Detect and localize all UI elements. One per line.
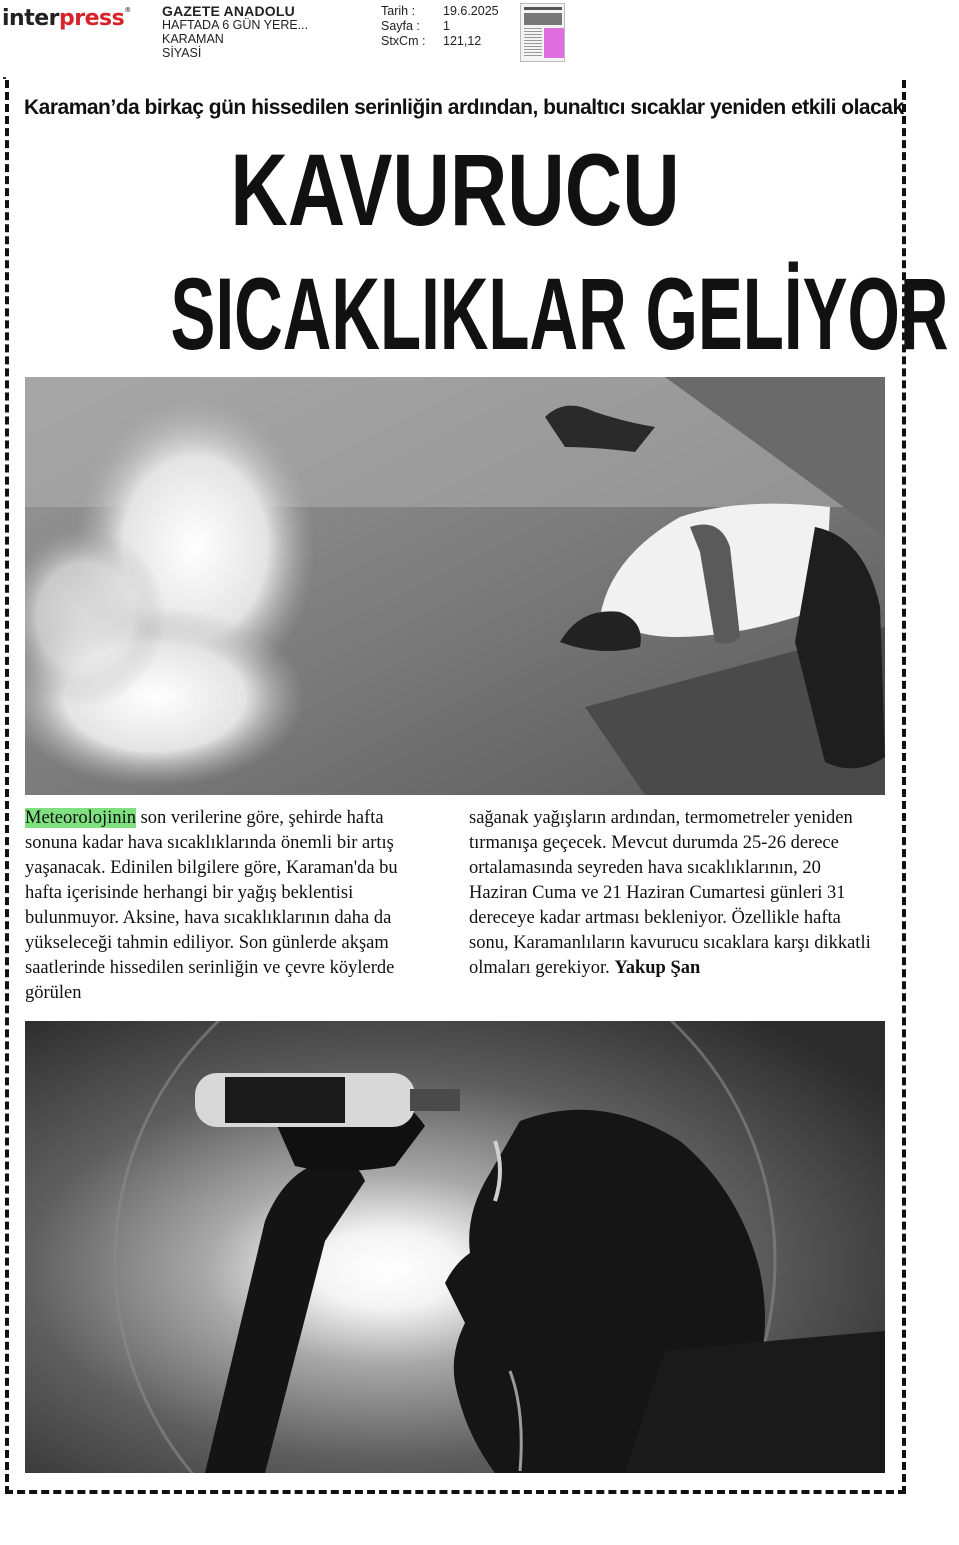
thumbnail-photo xyxy=(524,13,562,25)
page-thumbnail[interactable] xyxy=(520,3,565,62)
page-row xyxy=(381,19,499,34)
thumbnail-text xyxy=(524,28,542,58)
article-spot: Karaman’da birkaç gün hissedilen serinliğin ardından, bunaltıcı sıcaklar yeniden etkili olacak xyxy=(24,96,904,119)
publication-info xyxy=(162,4,308,60)
article-byline: Yakup Şan xyxy=(614,958,701,978)
headline-line-2: SICAKLIKLAR GELİYOR xyxy=(170,257,949,371)
article-body-column-1 xyxy=(25,806,437,1006)
photo-man-at-fountain xyxy=(25,377,885,795)
stxcm-label: StxCm : xyxy=(381,34,426,48)
publication-city: KARAMAN xyxy=(162,32,224,46)
highlighted-keyword: Meteorolojinin xyxy=(25,808,136,828)
interpress-logo xyxy=(2,6,131,31)
logo-text-press: press xyxy=(59,6,125,31)
stxcm-value: 121,12 xyxy=(443,34,482,48)
page-value: 1 xyxy=(443,19,450,33)
date-value: 19.6.2025 xyxy=(443,4,499,18)
date-label: Tarih : xyxy=(381,4,416,18)
date-row xyxy=(381,4,499,19)
body-text-column-2: sağanak yağışların ardından, termometreler yeniden tırmanışa geçecek. Mevcut durumda 25-26 derece ortalamasında seyreden hava sıcaklıklarının, 20 Haziran Cuma ve 21 Haziran Cumartesi günleri 31 dereceye kadar artması bekleniyor. Özellikle hafta sonu, Karamanlıların kavurucu sıcaklara karşı dikkatli olmaları gerekiyor. xyxy=(469,808,871,978)
publication-category: SİYASİ xyxy=(162,46,202,60)
thumbnail-highlighted-article xyxy=(544,28,564,58)
logo-text-inter: inter xyxy=(2,6,59,31)
clipping-meta xyxy=(381,4,499,49)
publication-frequency: HAFTADA 6 GÜN YERE... xyxy=(162,18,309,32)
page-label: Sayfa : xyxy=(381,19,420,33)
logo-registered-mark: ® xyxy=(124,6,131,14)
frame-corner-tick xyxy=(3,77,6,79)
body-text-column-1: son verilerine göre, şehirde hafta sonuna kadar hava sıcaklıklarında önemli bir artış yaşanacak. Edinilen bilgilere göre, Karaman'da bu hafta içerisinde herhangi bir yağış beklentisi bulunmuyor. Aksine, hava sıcaklıklarının daha da yükseleceği tahmin ediliyor. Son günlerde akşam saatlerinde hissedilen serinliğin ve çevre köylerde görülen xyxy=(25,808,398,1003)
publication-name: GAZETE ANADOLU xyxy=(162,3,295,19)
headline-line-1: KAVURUCU xyxy=(230,133,680,247)
photo-man-pouring-water xyxy=(25,1021,885,1473)
article-headline xyxy=(24,130,949,374)
article-body-column-2 xyxy=(469,806,881,981)
thumbnail-title-bar xyxy=(524,7,562,10)
stxcm-row xyxy=(381,34,499,49)
